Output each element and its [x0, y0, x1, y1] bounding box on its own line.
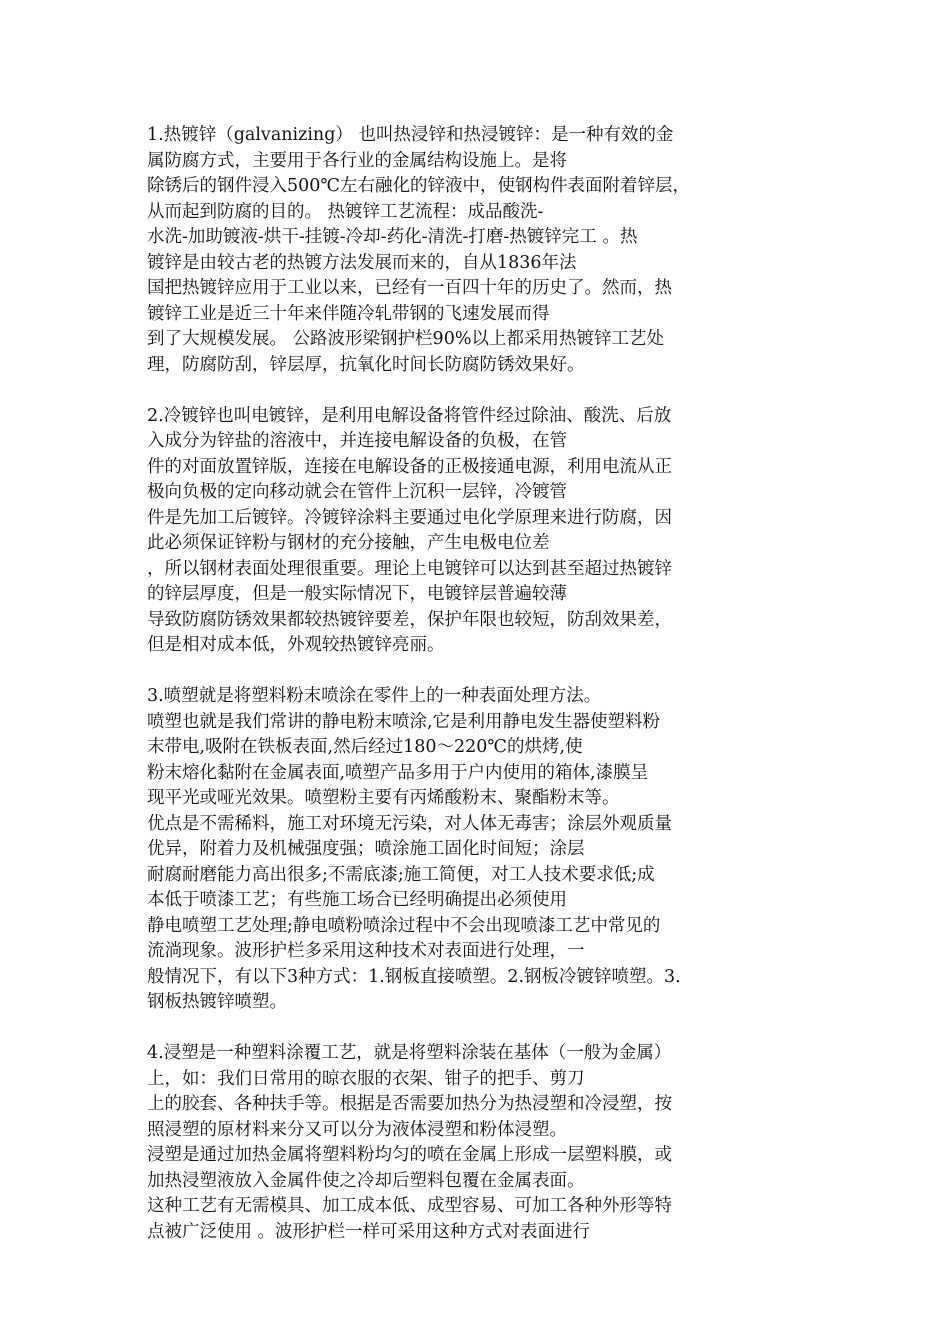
- text-line: 4.浸塑是一种塑料涂覆工艺，就是将塑料涂装在基体（一般为金属）: [147, 1043, 672, 1063]
- text-line: 末带电,吸附在铁板表面,然后经过180～220℃的烘烤,使: [147, 737, 583, 757]
- text-line: 照浸塑的原材料来分又可以分为液体浸塑和粉体浸塑。: [147, 1119, 567, 1140]
- text-line: 件是先加工后镀锌。冷镀锌涂料主要通过电化学原理来进行防腐，因: [147, 507, 672, 528]
- text-line: 般情况下，有以下3种方式：1.钢板直接喷塑。2.钢板冷镀锌喷塑。3.: [147, 966, 681, 987]
- text-line: 理，防腐防刮，锌层厚，抗氧化时间长防腐防锈效果好。: [147, 354, 585, 375]
- text-line: 镀锌工业是近三十年来伴随冷轧带钢的飞速发展而得: [147, 303, 550, 324]
- paragraph-hot-dip-galvanizing: [147, 123, 812, 378]
- paragraph-powder-coating: [147, 684, 812, 1016]
- text-line: 镀锌是由较古老的热镀方法发展而来的，自从1836年法: [147, 252, 577, 273]
- document-body: [147, 123, 812, 1271]
- text-line: 1.热镀锌（galvanizing） 也叫热浸锌和热浸镀锌：是一种有效的金: [147, 125, 674, 145]
- text-line: 除锈后的钢件浸入500℃左右融化的锌液中，使钢构件表面附着锌层，: [147, 176, 690, 196]
- text-line: 水洗-加助镀液-烘干-挂镀-冷却-药化-清洗-打磨-热镀锌完工 。热: [147, 227, 638, 247]
- paragraph-cold-galvanizing: [147, 404, 812, 659]
- text-line: 极向负极的定向移动就会在管件上沉积一层锌，冷镀管: [147, 482, 567, 502]
- text-line: 这种工艺有无需模具、加工成本低、成型容易、可加工各种外形等特: [147, 1196, 672, 1216]
- text-line: 2.冷镀锌也叫电镀锌，是利用电解设备将管件经过除油、酸洗、后放: [147, 405, 672, 426]
- text-line: 此必须保证锌粉与钢材的充分接触，产生电极电位差: [147, 533, 550, 553]
- text-line: 钢板热镀锌喷塑。: [147, 992, 287, 1012]
- text-line: 导致防腐防锈效果都较热镀锌要差，保护年限也较短，防刮效果差，: [147, 609, 672, 630]
- text-line: 静电喷塑工艺处理;静电喷粉喷涂过程中不会出现喷漆工艺中常见的: [147, 915, 661, 936]
- text-line: 加热浸塑液放入金属件使之冷却后塑料包覆在金属表面。: [147, 1170, 585, 1191]
- text-line: 3.喷塑就是将塑料粉末喷涂在零件上的一种表面处理方法。: [147, 686, 602, 706]
- text-line: 上，如：我们日常用的晾衣服的衣架、钳子的把手、剪刀: [147, 1068, 585, 1089]
- paragraph-dip-coating: [147, 1041, 812, 1245]
- text-line: 耐腐耐磨能力高出很多;不需底漆;施工简便，对工人技术要求低;成: [147, 864, 655, 885]
- text-line: 到了大规模发展。 公路波形梁钢护栏90%以上都采用热镀锌工艺处: [147, 329, 664, 349]
- text-line: 属防腐方式，主要用于各行业的金属结构设施上。是将: [147, 150, 567, 171]
- text-line: 本低于喷漆工艺；有些施工场合已经明确提出必须使用: [147, 890, 567, 910]
- text-line: 喷塑也就是我们常讲的静电粉末喷涂,它是利用静电发生器使塑料粉: [147, 711, 661, 732]
- text-line: ，所以钢材表面处理很重要。理论上电镀锌可以达到甚至超过热镀锌: [147, 558, 672, 579]
- text-line: 的锌层厚度，但是一般实际情况下，电镀锌层普遍较薄: [147, 584, 567, 604]
- text-line: 从而起到防腐的目的。 热镀锌工艺流程：成品酸洗-: [147, 201, 544, 222]
- text-line: 流淌现象。波形护栏多采用这种技术对表面进行处理，一: [147, 941, 585, 961]
- text-line: 件的对面放置锌版，连接在电解设备的正极接通电源，利用电流从正: [147, 456, 672, 477]
- text-line: 但是相对成本低，外观较热镀锌亮丽。: [147, 635, 445, 655]
- text-line: 点被广泛使用 。波形护栏一样可采用这种方式对表面进行: [147, 1221, 591, 1242]
- text-line: 粉末熔化黏附在金属表面,喷塑产品多用于户内使用的箱体,漆膜呈: [147, 762, 649, 783]
- text-line: 优异，附着力及机械强度强；喷涂施工固化时间短；涂层: [147, 839, 585, 859]
- text-line: 现平光或哑光效果。喷塑粉主要有丙烯酸粉末、聚酯粉末等。: [147, 788, 620, 808]
- text-line: 优点是不需稀料，施工对环境无污染，对人体无毒害；涂层外观质量: [147, 813, 672, 834]
- text-line: 浸塑是通过加热金属将塑料粉均匀的喷在金属上形成一层塑料膜，或: [147, 1145, 672, 1165]
- text-line: 国把热镀锌应用于工业以来，已经有一百四十年的历史了。然而，热: [147, 278, 672, 298]
- text-line: 入成分为锌盐的溶液中，并连接电解设备的负极，在管: [147, 431, 567, 451]
- text-line: 上的胶套、各种扶手等。根据是否需要加热分为热浸塑和冷浸塑，按: [147, 1094, 672, 1114]
